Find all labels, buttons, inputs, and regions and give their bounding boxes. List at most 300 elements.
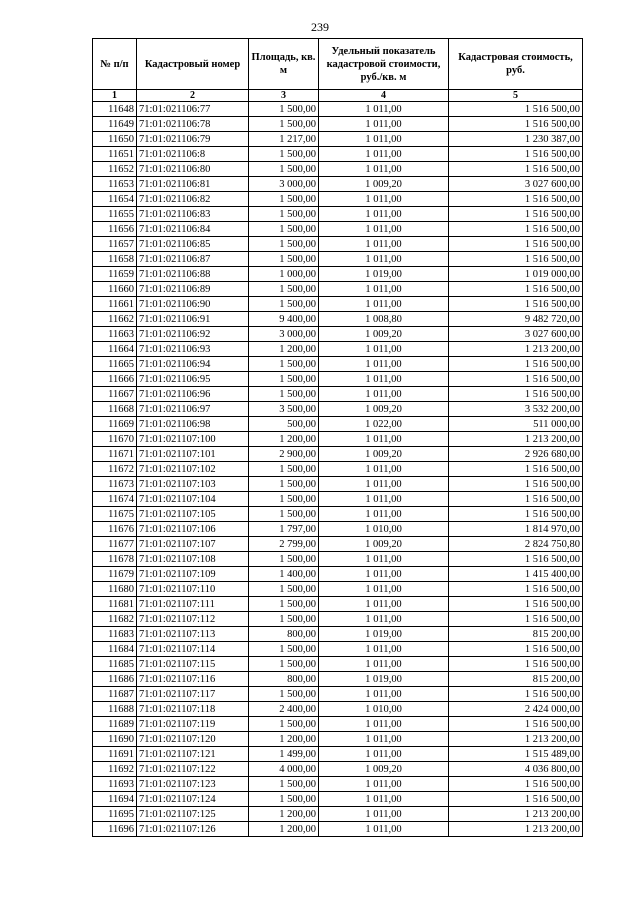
table-row bbox=[93, 657, 583, 672]
area-cell: 4 000,00 bbox=[249, 762, 319, 777]
cadastral-value-cell: 1 213 200,00 bbox=[449, 807, 583, 822]
header-cadastral-value: Кадастровая стоимость, руб. bbox=[449, 39, 583, 90]
row-number-cell: 11657 bbox=[93, 237, 137, 252]
table-row bbox=[93, 717, 583, 732]
cadastral-value-cell: 2 926 680,00 bbox=[449, 447, 583, 462]
cadastral-number-cell: 71:01:021107:103 bbox=[137, 477, 249, 492]
cadastral-number-cell: 71:01:021106:77 bbox=[137, 102, 249, 117]
area-cell: 1 500,00 bbox=[249, 477, 319, 492]
cadastral-value-cell: 1 814 970,00 bbox=[449, 522, 583, 537]
table-row bbox=[93, 612, 583, 627]
area-cell: 1 500,00 bbox=[249, 507, 319, 522]
row-number-cell: 11650 bbox=[93, 132, 137, 147]
unit-value-cell: 1 019,00 bbox=[319, 267, 449, 282]
cadastral-number-cell: 71:01:021107:100 bbox=[137, 432, 249, 447]
table-header-row bbox=[93, 39, 583, 90]
area-cell: 1 500,00 bbox=[249, 252, 319, 267]
area-cell: 1 499,00 bbox=[249, 747, 319, 762]
row-number-cell: 11653 bbox=[93, 177, 137, 192]
cadastral-value-cell: 1 516 500,00 bbox=[449, 372, 583, 387]
cadastral-number-cell: 71:01:021106:85 bbox=[137, 237, 249, 252]
row-number-cell: 11689 bbox=[93, 717, 137, 732]
cadastral-number-cell: 71:01:021107:111 bbox=[137, 597, 249, 612]
cadastral-value-cell: 1 516 500,00 bbox=[449, 462, 583, 477]
cadastral-number-cell: 71:01:021107:125 bbox=[137, 807, 249, 822]
cadastral-number-cell: 71:01:021106:83 bbox=[137, 207, 249, 222]
table-row bbox=[93, 747, 583, 762]
row-number-cell: 11677 bbox=[93, 537, 137, 552]
cadastral-number-cell: 71:01:021107:112 bbox=[137, 612, 249, 627]
column-number: 5 bbox=[449, 90, 583, 102]
unit-value-cell: 1 011,00 bbox=[319, 432, 449, 447]
cadastral-number-cell: 71:01:021106:93 bbox=[137, 342, 249, 357]
row-number-cell: 11670 bbox=[93, 432, 137, 447]
unit-value-cell: 1 011,00 bbox=[319, 162, 449, 177]
row-number-cell: 11694 bbox=[93, 792, 137, 807]
unit-value-cell: 1 008,80 bbox=[319, 312, 449, 327]
cadastral-value-cell: 1 516 500,00 bbox=[449, 192, 583, 207]
unit-value-cell: 1 009,20 bbox=[319, 537, 449, 552]
area-cell: 1 500,00 bbox=[249, 612, 319, 627]
area-cell: 1 500,00 bbox=[249, 387, 319, 402]
table-row bbox=[93, 222, 583, 237]
row-number-cell: 11680 bbox=[93, 582, 137, 597]
unit-value-cell: 1 011,00 bbox=[319, 582, 449, 597]
cadastral-value-cell: 1 516 500,00 bbox=[449, 477, 583, 492]
area-cell: 1 500,00 bbox=[249, 147, 319, 162]
cadastral-number-cell: 71:01:021107:109 bbox=[137, 567, 249, 582]
table-row bbox=[93, 207, 583, 222]
row-number-cell: 11695 bbox=[93, 807, 137, 822]
cadastral-value-cell: 1 516 500,00 bbox=[449, 282, 583, 297]
unit-value-cell: 1 011,00 bbox=[319, 252, 449, 267]
row-number-cell: 11667 bbox=[93, 387, 137, 402]
unit-value-cell: 1 019,00 bbox=[319, 627, 449, 642]
area-cell: 3 500,00 bbox=[249, 402, 319, 417]
table-row bbox=[93, 597, 583, 612]
table-row bbox=[93, 147, 583, 162]
area-cell: 1 217,00 bbox=[249, 132, 319, 147]
row-number-cell: 11662 bbox=[93, 312, 137, 327]
cadastral-value-cell: 2 424 000,00 bbox=[449, 702, 583, 717]
cadastral-number-cell: 71:01:021106:97 bbox=[137, 402, 249, 417]
row-number-cell: 11659 bbox=[93, 267, 137, 282]
unit-value-cell: 1 009,20 bbox=[319, 402, 449, 417]
cadastral-number-cell: 71:01:021107:107 bbox=[137, 537, 249, 552]
row-number-cell: 11672 bbox=[93, 462, 137, 477]
cadastral-number-cell: 71:01:021106:96 bbox=[137, 387, 249, 402]
cadastral-number-cell: 71:01:021106:89 bbox=[137, 282, 249, 297]
table-row bbox=[93, 357, 583, 372]
area-cell: 1 200,00 bbox=[249, 822, 319, 837]
table-row bbox=[93, 237, 583, 252]
area-cell: 800,00 bbox=[249, 672, 319, 687]
cadastral-value-cell: 1 516 500,00 bbox=[449, 252, 583, 267]
cadastral-number-cell: 71:01:021107:122 bbox=[137, 762, 249, 777]
unit-value-cell: 1 011,00 bbox=[319, 597, 449, 612]
cadastral-number-cell: 71:01:021107:108 bbox=[137, 552, 249, 567]
table-row bbox=[93, 762, 583, 777]
row-number-cell: 11683 bbox=[93, 627, 137, 642]
row-number-cell: 11668 bbox=[93, 402, 137, 417]
table-row bbox=[93, 297, 583, 312]
unit-value-cell: 1 011,00 bbox=[319, 642, 449, 657]
cadastral-number-cell: 71:01:021107:115 bbox=[137, 657, 249, 672]
cadastral-value-cell: 1 213 200,00 bbox=[449, 342, 583, 357]
area-cell: 1 500,00 bbox=[249, 117, 319, 132]
unit-value-cell: 1 011,00 bbox=[319, 102, 449, 117]
header-area: Площадь, кв. м bbox=[249, 39, 319, 90]
cadastral-value-cell: 1 516 500,00 bbox=[449, 147, 583, 162]
area-cell: 1 500,00 bbox=[249, 552, 319, 567]
cadastral-number-cell: 71:01:021106:92 bbox=[137, 327, 249, 342]
cadastral-value-cell: 3 027 600,00 bbox=[449, 327, 583, 342]
cadastral-value-cell: 1 516 500,00 bbox=[449, 777, 583, 792]
table-row bbox=[93, 627, 583, 642]
area-cell: 1 500,00 bbox=[249, 162, 319, 177]
unit-value-cell: 1 011,00 bbox=[319, 552, 449, 567]
column-number: 1 bbox=[93, 90, 137, 102]
table-row bbox=[93, 312, 583, 327]
area-cell: 3 000,00 bbox=[249, 177, 319, 192]
cadastral-value-cell: 1 230 387,00 bbox=[449, 132, 583, 147]
cadastral-number-cell: 71:01:021107:114 bbox=[137, 642, 249, 657]
column-number: 4 bbox=[319, 90, 449, 102]
area-cell: 1 500,00 bbox=[249, 642, 319, 657]
cadastral-number-cell: 71:01:021107:116 bbox=[137, 672, 249, 687]
header-cadastral-number: Кадастровый номер bbox=[137, 39, 249, 90]
cadastral-number-cell: 71:01:021107:126 bbox=[137, 822, 249, 837]
cadastral-number-cell: 71:01:021107:113 bbox=[137, 627, 249, 642]
table-row bbox=[93, 192, 583, 207]
table-row bbox=[93, 807, 583, 822]
cadastral-number-cell: 71:01:021107:106 bbox=[137, 522, 249, 537]
cadastral-number-cell: 71:01:021107:102 bbox=[137, 462, 249, 477]
cadastral-number-cell: 71:01:021106:95 bbox=[137, 372, 249, 387]
area-cell: 2 400,00 bbox=[249, 702, 319, 717]
area-cell: 1 500,00 bbox=[249, 582, 319, 597]
area-cell: 1 200,00 bbox=[249, 342, 319, 357]
cadastral-value-cell: 1 516 500,00 bbox=[449, 552, 583, 567]
table-row bbox=[93, 267, 583, 282]
table-row bbox=[93, 342, 583, 357]
unit-value-cell: 1 011,00 bbox=[319, 462, 449, 477]
table-row bbox=[93, 672, 583, 687]
area-cell: 1 500,00 bbox=[249, 597, 319, 612]
table-row bbox=[93, 432, 583, 447]
cadastral-value-cell: 1 516 500,00 bbox=[449, 117, 583, 132]
unit-value-cell: 1 011,00 bbox=[319, 237, 449, 252]
row-number-cell: 11696 bbox=[93, 822, 137, 837]
table-row bbox=[93, 552, 583, 567]
row-number-cell: 11654 bbox=[93, 192, 137, 207]
row-number-cell: 11687 bbox=[93, 687, 137, 702]
cadastral-value-cell: 1 213 200,00 bbox=[449, 822, 583, 837]
unit-value-cell: 1 011,00 bbox=[319, 657, 449, 672]
area-cell: 1 500,00 bbox=[249, 492, 319, 507]
cadastral-value-cell: 1 516 500,00 bbox=[449, 162, 583, 177]
table-row bbox=[93, 417, 583, 432]
cadastral-value-cell: 1 516 500,00 bbox=[449, 687, 583, 702]
unit-value-cell: 1 011,00 bbox=[319, 732, 449, 747]
unit-value-cell: 1 011,00 bbox=[319, 387, 449, 402]
unit-value-cell: 1 010,00 bbox=[319, 702, 449, 717]
unit-value-cell: 1 022,00 bbox=[319, 417, 449, 432]
cadastral-value-cell: 9 482 720,00 bbox=[449, 312, 583, 327]
cadastral-number-cell: 71:01:021107:117 bbox=[137, 687, 249, 702]
row-number-cell: 11686 bbox=[93, 672, 137, 687]
row-number-cell: 11660 bbox=[93, 282, 137, 297]
cadastral-value-table bbox=[92, 38, 583, 837]
table-row bbox=[93, 282, 583, 297]
cadastral-number-cell: 71:01:021106:91 bbox=[137, 312, 249, 327]
row-number-cell: 11684 bbox=[93, 642, 137, 657]
unit-value-cell: 1 011,00 bbox=[319, 567, 449, 582]
unit-value-cell: 1 009,20 bbox=[319, 327, 449, 342]
row-number-cell: 11655 bbox=[93, 207, 137, 222]
row-number-cell: 11658 bbox=[93, 252, 137, 267]
cadastral-value-cell: 1 516 500,00 bbox=[449, 492, 583, 507]
cadastral-value-cell: 1 213 200,00 bbox=[449, 432, 583, 447]
unit-value-cell: 1 011,00 bbox=[319, 372, 449, 387]
cadastral-value-cell: 1 516 500,00 bbox=[449, 597, 583, 612]
row-number-cell: 11688 bbox=[93, 702, 137, 717]
cadastral-number-cell: 71:01:021107:123 bbox=[137, 777, 249, 792]
unit-value-cell: 1 011,00 bbox=[319, 222, 449, 237]
cadastral-value-cell: 1 516 500,00 bbox=[449, 717, 583, 732]
cadastral-value-cell: 1 516 500,00 bbox=[449, 657, 583, 672]
column-number: 2 bbox=[137, 90, 249, 102]
area-cell: 2 799,00 bbox=[249, 537, 319, 552]
cadastral-number-cell: 71:01:021107:110 bbox=[137, 582, 249, 597]
area-cell: 1 500,00 bbox=[249, 102, 319, 117]
unit-value-cell: 1 009,20 bbox=[319, 177, 449, 192]
cadastral-number-cell: 71:01:021106:88 bbox=[137, 267, 249, 282]
area-cell: 1 500,00 bbox=[249, 192, 319, 207]
cadastral-number-cell: 71:01:021106:84 bbox=[137, 222, 249, 237]
table-row bbox=[93, 537, 583, 552]
cadastral-value-cell: 1 516 500,00 bbox=[449, 507, 583, 522]
unit-value-cell: 1 011,00 bbox=[319, 687, 449, 702]
row-number-cell: 11661 bbox=[93, 297, 137, 312]
unit-value-cell: 1 011,00 bbox=[319, 807, 449, 822]
unit-value-cell: 1 011,00 bbox=[319, 282, 449, 297]
area-cell: 1 500,00 bbox=[249, 282, 319, 297]
table-row bbox=[93, 132, 583, 147]
column-number: 3 bbox=[249, 90, 319, 102]
cadastral-value-cell: 1 516 500,00 bbox=[449, 357, 583, 372]
cadastral-number-cell: 71:01:021107:120 bbox=[137, 732, 249, 747]
area-cell: 1 500,00 bbox=[249, 777, 319, 792]
table-row bbox=[93, 732, 583, 747]
unit-value-cell: 1 011,00 bbox=[319, 822, 449, 837]
cadastral-number-cell: 71:01:021107:121 bbox=[137, 747, 249, 762]
unit-value-cell: 1 009,20 bbox=[319, 762, 449, 777]
row-number-cell: 11671 bbox=[93, 447, 137, 462]
area-cell: 1 500,00 bbox=[249, 792, 319, 807]
table-row bbox=[93, 792, 583, 807]
area-cell: 1 500,00 bbox=[249, 372, 319, 387]
table-row bbox=[93, 252, 583, 267]
row-number-cell: 11693 bbox=[93, 777, 137, 792]
table-row bbox=[93, 387, 583, 402]
row-number-cell: 11682 bbox=[93, 612, 137, 627]
unit-value-cell: 1 011,00 bbox=[319, 717, 449, 732]
row-number-cell: 11678 bbox=[93, 552, 137, 567]
row-number-cell: 11665 bbox=[93, 357, 137, 372]
cadastral-number-cell: 71:01:021106:82 bbox=[137, 192, 249, 207]
area-cell: 1 500,00 bbox=[249, 657, 319, 672]
row-number-cell: 11676 bbox=[93, 522, 137, 537]
row-number-cell: 11692 bbox=[93, 762, 137, 777]
unit-value-cell: 1 011,00 bbox=[319, 207, 449, 222]
cadastral-number-cell: 71:01:021107:104 bbox=[137, 492, 249, 507]
table-row bbox=[93, 177, 583, 192]
table-row bbox=[93, 687, 583, 702]
unit-value-cell: 1 011,00 bbox=[319, 792, 449, 807]
cadastral-value-cell: 1 213 200,00 bbox=[449, 732, 583, 747]
area-cell: 1 200,00 bbox=[249, 432, 319, 447]
area-cell: 1 000,00 bbox=[249, 267, 319, 282]
unit-value-cell: 1 011,00 bbox=[319, 492, 449, 507]
cadastral-number-cell: 71:01:021107:101 bbox=[137, 447, 249, 462]
table-row bbox=[93, 447, 583, 462]
row-number-cell: 11666 bbox=[93, 372, 137, 387]
cadastral-value-cell: 3 027 600,00 bbox=[449, 177, 583, 192]
table-row bbox=[93, 102, 583, 117]
cadastral-value-cell: 1 019 000,00 bbox=[449, 267, 583, 282]
area-cell: 1 500,00 bbox=[249, 237, 319, 252]
table-row bbox=[93, 372, 583, 387]
page-number: 239 bbox=[311, 20, 329, 34]
area-cell: 800,00 bbox=[249, 627, 319, 642]
area-cell: 2 900,00 bbox=[249, 447, 319, 462]
unit-value-cell: 1 011,00 bbox=[319, 357, 449, 372]
header-row-number: № п/п bbox=[93, 39, 137, 90]
cadastral-number-cell: 71:01:021106:78 bbox=[137, 117, 249, 132]
area-cell: 3 000,00 bbox=[249, 327, 319, 342]
row-number-cell: 11675 bbox=[93, 507, 137, 522]
row-number-cell: 11681 bbox=[93, 597, 137, 612]
table-row bbox=[93, 777, 583, 792]
cadastral-number-cell: 71:01:021106:98 bbox=[137, 417, 249, 432]
table-row bbox=[93, 822, 583, 837]
table-body bbox=[93, 102, 583, 837]
row-number-cell: 11649 bbox=[93, 117, 137, 132]
area-cell: 1 400,00 bbox=[249, 567, 319, 582]
unit-value-cell: 1 011,00 bbox=[319, 117, 449, 132]
cadastral-number-cell: 71:01:021106:87 bbox=[137, 252, 249, 267]
cadastral-value-cell: 1 515 489,00 bbox=[449, 747, 583, 762]
area-cell: 1 200,00 bbox=[249, 807, 319, 822]
area-cell: 9 400,00 bbox=[249, 312, 319, 327]
area-cell: 500,00 bbox=[249, 417, 319, 432]
table-row bbox=[93, 162, 583, 177]
table-row bbox=[93, 462, 583, 477]
row-number-cell: 11664 bbox=[93, 342, 137, 357]
cadastral-value-cell: 1 516 500,00 bbox=[449, 582, 583, 597]
header-unit-value: Удельный показатель кадастровой стоимости, руб./кв. м bbox=[319, 39, 449, 90]
area-cell: 1 500,00 bbox=[249, 357, 319, 372]
table-row bbox=[93, 477, 583, 492]
area-cell: 1 200,00 bbox=[249, 732, 319, 747]
unit-value-cell: 1 011,00 bbox=[319, 132, 449, 147]
cadastral-number-cell: 71:01:021106:80 bbox=[137, 162, 249, 177]
cadastral-number-cell: 71:01:021106:94 bbox=[137, 357, 249, 372]
row-number-cell: 11674 bbox=[93, 492, 137, 507]
row-number-cell: 11691 bbox=[93, 747, 137, 762]
unit-value-cell: 1 011,00 bbox=[319, 747, 449, 762]
unit-value-cell: 1 011,00 bbox=[319, 297, 449, 312]
row-number-cell: 11673 bbox=[93, 477, 137, 492]
table-row bbox=[93, 522, 583, 537]
cadastral-value-cell: 815 200,00 bbox=[449, 627, 583, 642]
column-number-row bbox=[93, 90, 583, 102]
cadastral-number-cell: 71:01:021107:118 bbox=[137, 702, 249, 717]
cadastral-number-cell: 71:01:021106:79 bbox=[137, 132, 249, 147]
cadastral-value-cell: 3 532 200,00 bbox=[449, 402, 583, 417]
row-number-cell: 11651 bbox=[93, 147, 137, 162]
cadastral-number-cell: 71:01:021107:124 bbox=[137, 792, 249, 807]
cadastral-value-cell: 4 036 800,00 bbox=[449, 762, 583, 777]
table-row bbox=[93, 402, 583, 417]
cadastral-number-cell: 71:01:021106:81 bbox=[137, 177, 249, 192]
row-number-cell: 11656 bbox=[93, 222, 137, 237]
cadastral-value-cell: 1 516 500,00 bbox=[449, 222, 583, 237]
unit-value-cell: 1 011,00 bbox=[319, 192, 449, 207]
unit-value-cell: 1 011,00 bbox=[319, 777, 449, 792]
row-number-cell: 11648 bbox=[93, 102, 137, 117]
table-row bbox=[93, 642, 583, 657]
cadastral-value-cell: 1 516 500,00 bbox=[449, 792, 583, 807]
unit-value-cell: 1 011,00 bbox=[319, 477, 449, 492]
row-number-cell: 11669 bbox=[93, 417, 137, 432]
cadastral-value-cell: 1 516 500,00 bbox=[449, 102, 583, 117]
cadastral-value-cell: 1 516 500,00 bbox=[449, 612, 583, 627]
cadastral-value-cell: 1 516 500,00 bbox=[449, 237, 583, 252]
row-number-cell: 11690 bbox=[93, 732, 137, 747]
area-cell: 1 500,00 bbox=[249, 207, 319, 222]
cadastral-value-cell: 1 516 500,00 bbox=[449, 642, 583, 657]
cadastral-number-cell: 71:01:021106:90 bbox=[137, 297, 249, 312]
area-cell: 1 797,00 bbox=[249, 522, 319, 537]
cadastral-value-cell: 511 000,00 bbox=[449, 417, 583, 432]
unit-value-cell: 1 019,00 bbox=[319, 672, 449, 687]
cadastral-value-cell: 815 200,00 bbox=[449, 672, 583, 687]
row-number-cell: 11679 bbox=[93, 567, 137, 582]
cadastral-number-cell: 71:01:021107:119 bbox=[137, 717, 249, 732]
area-cell: 1 500,00 bbox=[249, 717, 319, 732]
area-cell: 1 500,00 bbox=[249, 687, 319, 702]
cadastral-value-cell: 1 415 400,00 bbox=[449, 567, 583, 582]
cadastral-value-cell: 1 516 500,00 bbox=[449, 207, 583, 222]
table-row bbox=[93, 327, 583, 342]
cadastral-value-cell: 2 824 750,80 bbox=[449, 537, 583, 552]
row-number-cell: 11652 bbox=[93, 162, 137, 177]
area-cell: 1 500,00 bbox=[249, 297, 319, 312]
unit-value-cell: 1 011,00 bbox=[319, 507, 449, 522]
cadastral-value-cell: 1 516 500,00 bbox=[449, 387, 583, 402]
row-number-cell: 11685 bbox=[93, 657, 137, 672]
unit-value-cell: 1 011,00 bbox=[319, 147, 449, 162]
cadastral-number-cell: 71:01:021106:8 bbox=[137, 147, 249, 162]
table-row bbox=[93, 567, 583, 582]
area-cell: 1 500,00 bbox=[249, 462, 319, 477]
table-row bbox=[93, 702, 583, 717]
unit-value-cell: 1 011,00 bbox=[319, 612, 449, 627]
table-row bbox=[93, 582, 583, 597]
unit-value-cell: 1 010,00 bbox=[319, 522, 449, 537]
